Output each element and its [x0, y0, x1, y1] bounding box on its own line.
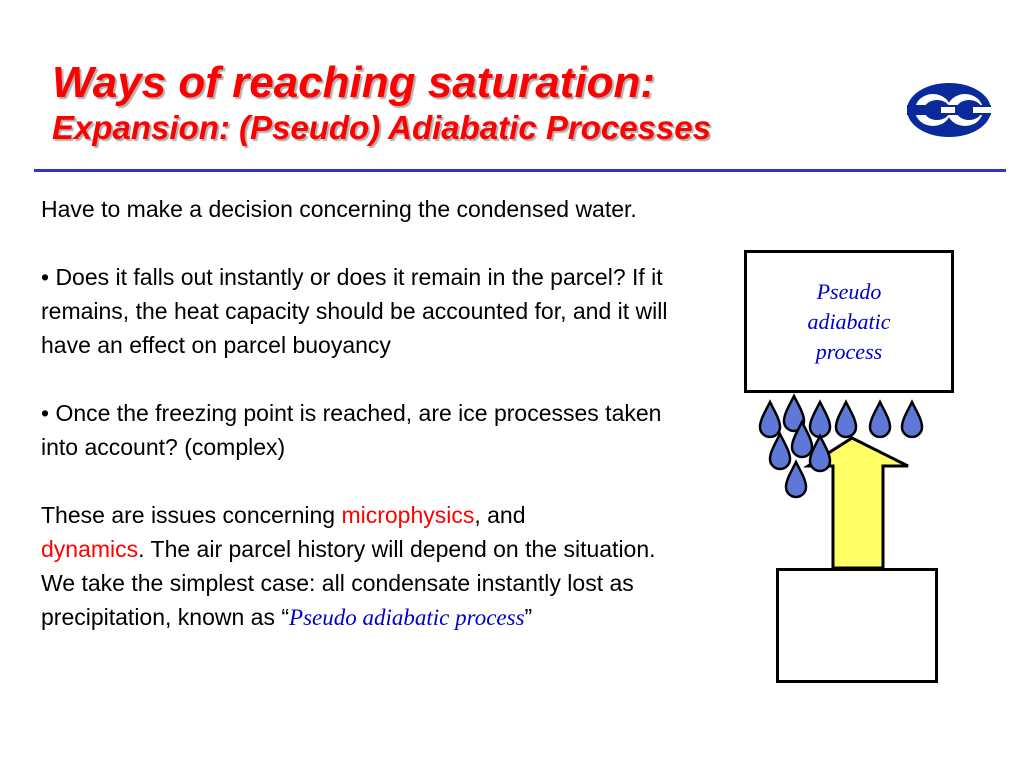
slide-title	[52, 58, 711, 148]
paragraph-intro: Have to make a decision concerning the condensed water.	[41, 196, 637, 222]
ecmwf-logo-icon	[905, 80, 993, 140]
water-drop-icon	[836, 402, 856, 437]
microphysics-term: microphysics	[341, 502, 475, 528]
precipitation-diagram	[740, 390, 940, 570]
title-line-1: Ways of reaching saturation:	[52, 58, 656, 107]
conclusion-text-b: , and	[474, 502, 526, 528]
bullet-condensate: • Does it falls out instantly or does it remain in the parcel? If it remains, the heat capacity should be accounted for, and it will have an effect on parcel buoyancy	[41, 264, 668, 358]
pseudo-adiabatic-label: Pseudo adiabatic process	[807, 278, 891, 364]
title-divider	[34, 169, 1006, 172]
conclusion-text-a: These are issues concerning	[41, 502, 342, 528]
conclusion-text-c: . The air parcel history will depend on the situation. We take the simplest case: all condensate instantly lost as precipitation, known as “	[41, 536, 656, 630]
body-text	[41, 192, 676, 635]
water-drop-icon	[786, 462, 806, 497]
dynamics-term: dynamics	[41, 536, 139, 562]
water-drop-icon	[770, 434, 790, 469]
pseudo-adiabatic-term: Pseudo adiabatic process	[289, 605, 525, 630]
parcel-box-top	[744, 250, 954, 393]
parcel-box-bottom	[776, 568, 938, 683]
paragraph-conclusion	[41, 498, 676, 635]
water-drop-icon	[760, 402, 780, 437]
water-drop-icon	[870, 402, 890, 437]
water-drop-icon	[902, 402, 922, 437]
water-drop-icon	[810, 436, 830, 471]
bullet-freezing: • Once the freezing point is reached, are ice processes taken into account? (complex)	[41, 400, 662, 460]
title-line-2: Expansion: (Pseudo) Adiabatic Processes	[52, 109, 711, 146]
conclusion-text-d: ”	[524, 604, 533, 630]
water-drop-icon	[810, 402, 830, 437]
